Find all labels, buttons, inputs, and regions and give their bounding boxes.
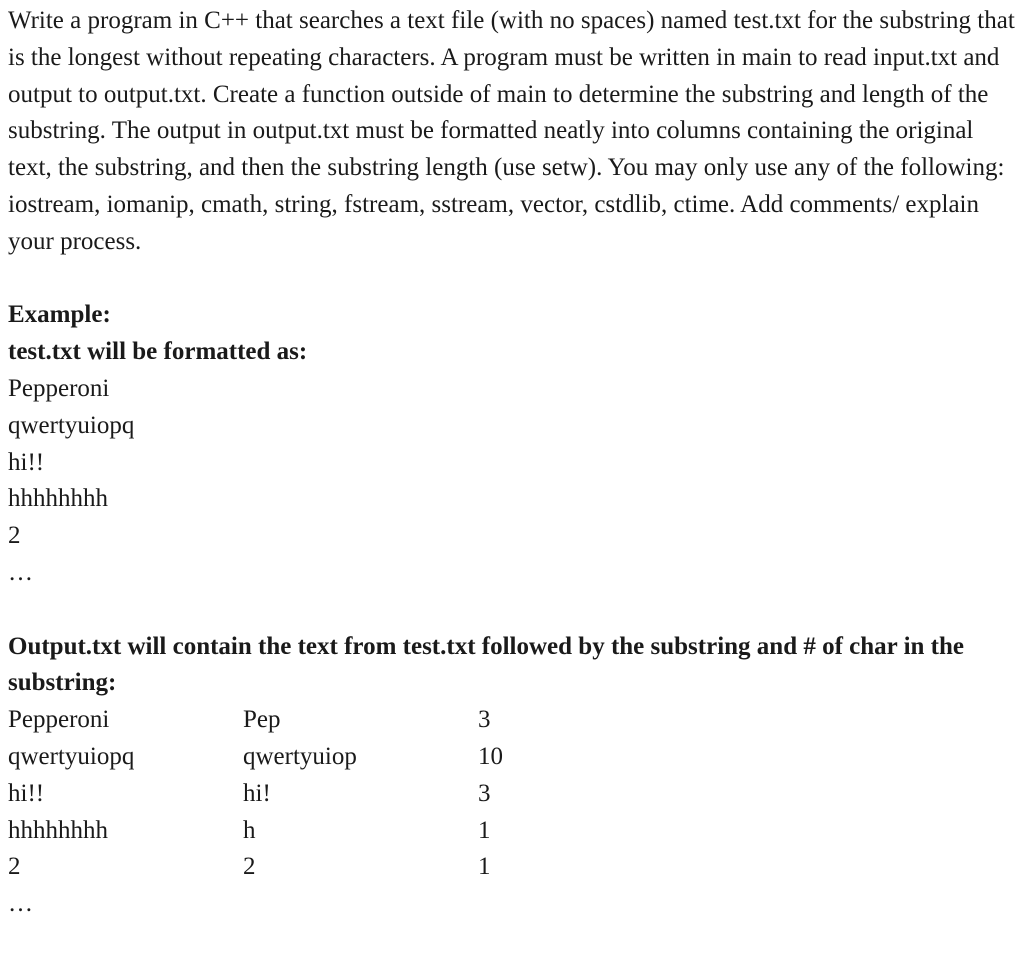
length-cell: 3 (478, 779, 491, 807)
document (8, 3, 1018, 923)
output-row (8, 849, 1018, 886)
length-cell: 1 (478, 816, 491, 844)
output-row (8, 702, 1018, 739)
test-line: qwertyuiopq (8, 411, 135, 439)
test-line: 2 (8, 522, 21, 550)
example-heading: Example: (8, 301, 111, 329)
substring-cell: Pep (243, 706, 281, 734)
problem-statement: Write a program in C++ that searches a text file (with no spaces) named test.txt for the substring that is the longest without repeating characters. A program must be written in main to read input.txt and output to output.txt. Create a function outside of main to determine the substring and length of the substring. The output in output.txt must be formatted neatly into columns containing the original text, the substring, and then the substring length (use setw). You may only use any of the following: iostream, iomanip, cmath, string, fstream, sstream, vector, cstdlib, ctime. Add comments/ explain your process. (8, 7, 1015, 255)
output-table (8, 702, 1018, 923)
spacer (8, 592, 1018, 629)
test-file-lines (8, 371, 1018, 592)
length-cell: 1 (478, 853, 491, 881)
original-text-cell: hhhhhhhh (8, 816, 108, 844)
original-text-cell: Pepperoni (8, 706, 110, 734)
output-row (8, 776, 1018, 813)
output-row (8, 813, 1018, 850)
spacer (8, 261, 1018, 298)
test-line: Pepperoni (8, 374, 110, 402)
output-row (8, 739, 1018, 776)
original-text-cell: qwertyuiopq (8, 742, 135, 770)
test-file-heading: test.txt will be formatted as: (8, 338, 308, 366)
substring-cell: 2 (243, 853, 256, 881)
test-line-ellipsis: … (8, 558, 33, 586)
test-line: hhhhhhhh (8, 485, 108, 513)
output-file-heading: Output.txt will contain the text from test.txt followed by the substring and # of char in the substring: (8, 632, 965, 697)
length-cell: 3 (478, 706, 491, 734)
test-line: hi!! (8, 448, 45, 476)
length-cell: 10 (478, 742, 503, 770)
original-text-cell: 2 (8, 853, 21, 881)
output-ellipsis: … (8, 890, 33, 918)
substring-cell: hi! (243, 779, 271, 807)
substring-cell: qwertyuiop (243, 742, 357, 770)
substring-cell: h (243, 816, 256, 844)
original-text-cell: hi!! (8, 779, 45, 807)
